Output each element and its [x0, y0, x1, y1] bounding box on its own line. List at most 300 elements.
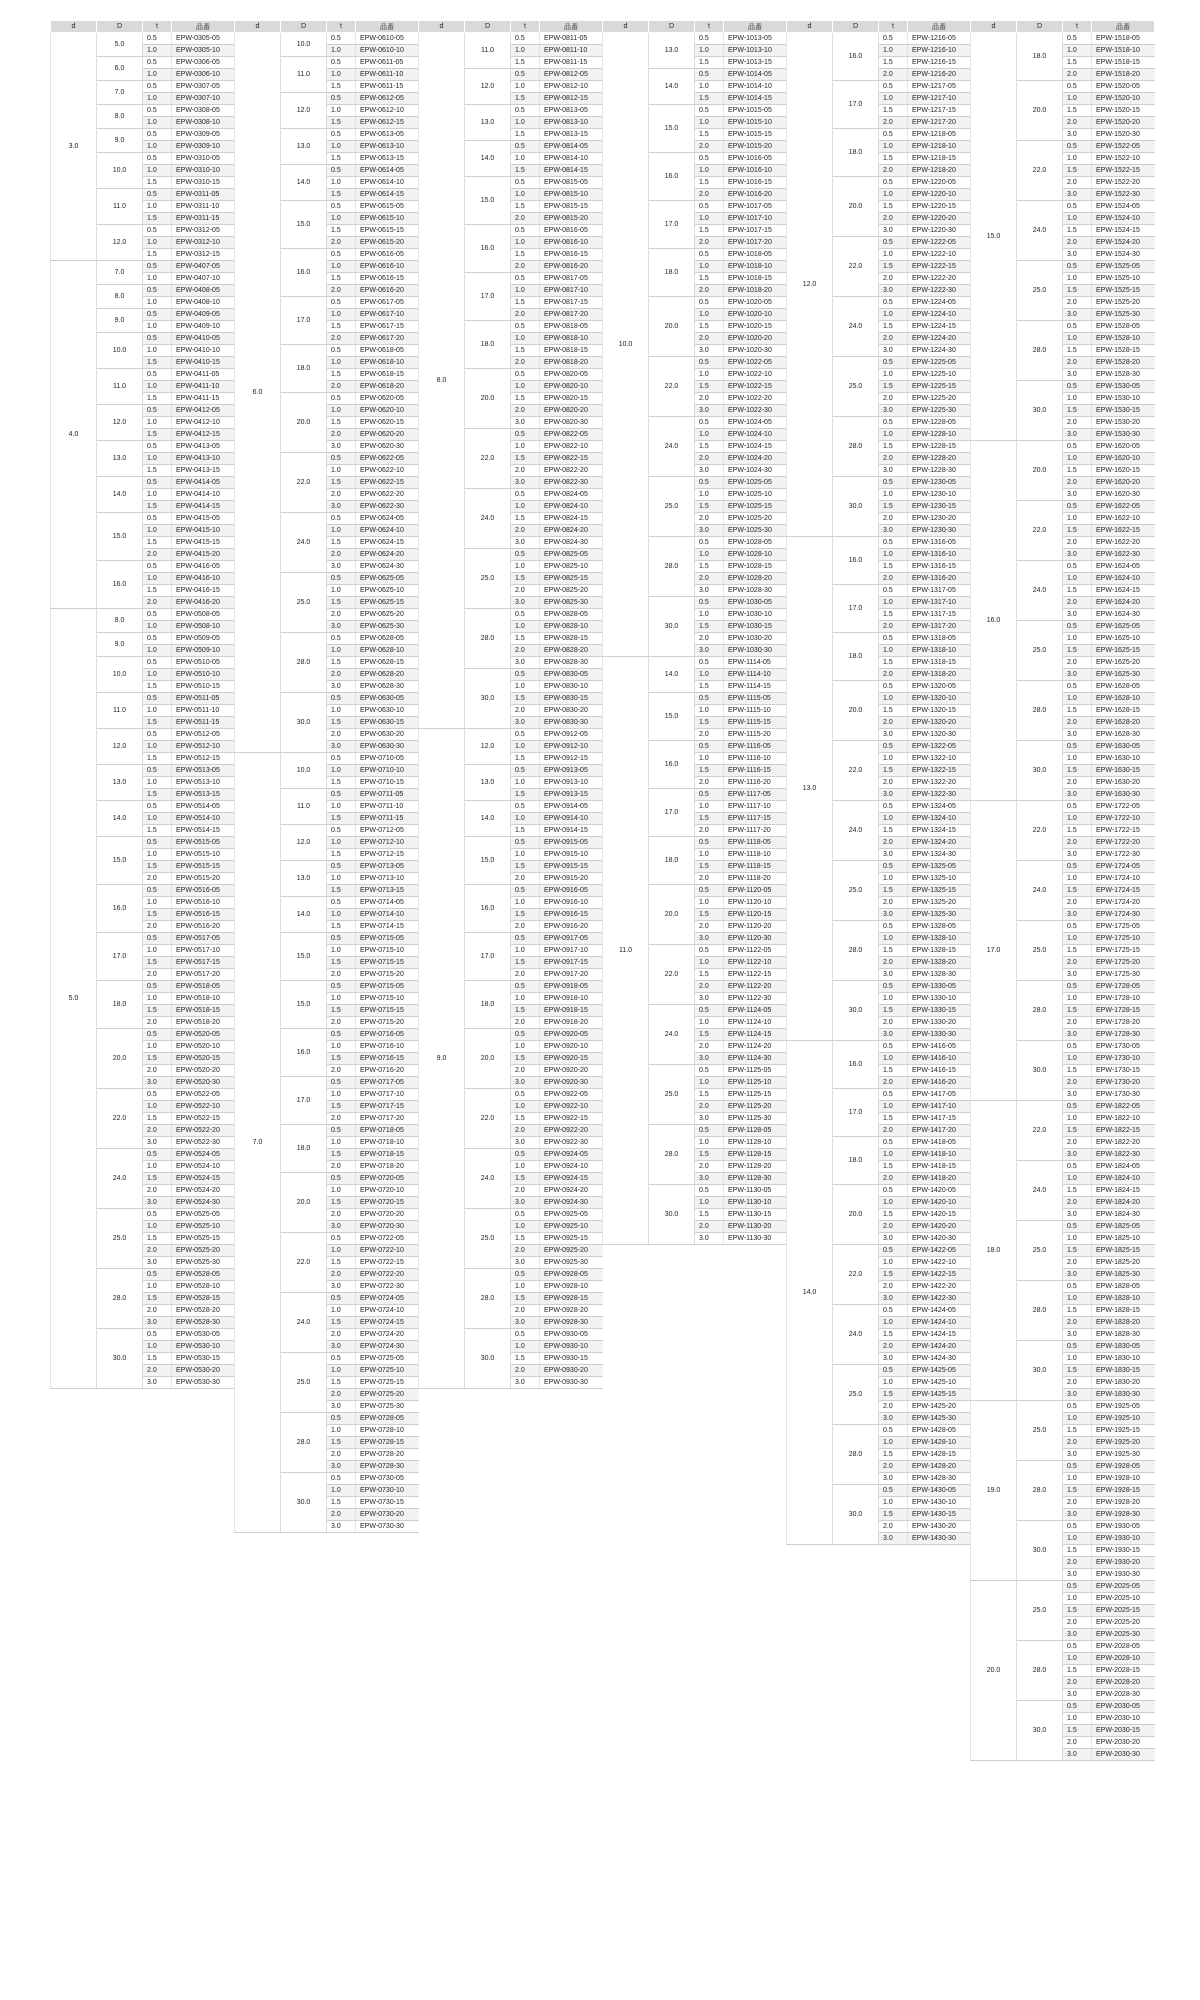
thickness-t-cell: 1.5: [143, 861, 172, 873]
thickness-t-cell: 1.0: [143, 525, 172, 537]
part-number-cell: EPW-0524-10: [172, 1161, 235, 1173]
thickness-t-cell: 3.0: [695, 525, 724, 537]
outer-diameter-D-cell: 30.0: [1017, 1701, 1063, 1761]
part-number-cell: EPW-1728-20: [1092, 1017, 1155, 1029]
thickness-t-cell: 1.0: [511, 381, 540, 393]
part-number-cell: EPW-0822-20: [540, 465, 603, 477]
part-number-cell: EPW-0720-20: [356, 1209, 419, 1221]
part-number-cell: EPW-1116-10: [724, 753, 787, 765]
part-number-cell: EPW-1528-15: [1092, 345, 1155, 357]
part-number-cell: EPW-1822-30: [1092, 1149, 1155, 1161]
part-number-cell: EPW-0715-05: [356, 981, 419, 993]
thickness-t-cell: 1.0: [143, 813, 172, 825]
part-number-cell: EPW-0724-20: [356, 1329, 419, 1341]
part-number-cell: EPW-1317-15: [908, 609, 971, 621]
thickness-t-cell: 1.5: [879, 1113, 908, 1125]
part-number-cell: EPW-0515-15: [172, 861, 235, 873]
part-number-cell: EPW-0813-10: [540, 117, 603, 129]
part-number-cell: EPW-1316-20: [908, 573, 971, 585]
part-number-cell: EPW-1028-30: [724, 585, 787, 597]
thickness-t-cell: 1.0: [143, 897, 172, 909]
part-number-cell: EPW-1222-05: [908, 237, 971, 249]
thickness-t-cell: 1.5: [327, 1101, 356, 1113]
part-number-cell: EPW-0711-10: [356, 801, 419, 813]
thickness-t-cell: 1.0: [1063, 273, 1092, 285]
thickness-t-cell: 0.5: [511, 837, 540, 849]
part-number-cell: EPW-0922-10: [540, 1101, 603, 1113]
thickness-t-cell: 1.0: [511, 993, 540, 1005]
outer-diameter-D-cell: 24.0: [833, 801, 879, 861]
part-number-cell: EPW-1225-05: [908, 357, 971, 369]
part-number-cell: EPW-0817-15: [540, 297, 603, 309]
outer-diameter-D-cell: 25.0: [1017, 261, 1063, 321]
thickness-t-cell: 2.0: [879, 957, 908, 969]
part-number-cell: EPW-1318-10: [908, 645, 971, 657]
thickness-t-cell: 0.5: [1063, 81, 1092, 93]
thickness-t-cell: 0.5: [695, 417, 724, 429]
thickness-t-cell: 3.0: [695, 465, 724, 477]
thickness-t-cell: 1.0: [143, 741, 172, 753]
thickness-t-cell: 3.0: [695, 405, 724, 417]
thickness-t-cell: 1.5: [879, 1329, 908, 1341]
part-number-cell: EPW-2028-10: [1092, 1653, 1155, 1665]
thickness-t-cell: 1.5: [143, 177, 172, 189]
thickness-t-cell: 1.0: [879, 189, 908, 201]
part-number-cell: EPW-1722-10: [1092, 813, 1155, 825]
thickness-t-cell: 2.0: [1063, 1257, 1092, 1269]
thickness-t-cell: 1.0: [695, 1197, 724, 1209]
thickness-t-cell: 0.5: [879, 741, 908, 753]
part-number-cell: EPW-0724-15: [356, 1317, 419, 1329]
part-number-cell: EPW-1824-15: [1092, 1185, 1155, 1197]
inner-diameter-d-cell: 14.0: [787, 1041, 833, 1545]
thickness-t-cell: 1.0: [879, 1317, 908, 1329]
part-number-cell: EPW-1525-30: [1092, 309, 1155, 321]
thickness-t-cell: 1.5: [879, 561, 908, 573]
thickness-t-cell: 3.0: [1063, 1269, 1092, 1281]
part-number-cell: EPW-0914-15: [540, 825, 603, 837]
thickness-t-cell: 1.5: [143, 501, 172, 513]
thickness-t-cell: 0.5: [695, 1125, 724, 1137]
part-number-cell: EPW-1428-30: [908, 1473, 971, 1485]
thickness-t-cell: 2.0: [327, 1449, 356, 1461]
part-number-cell: EPW-1124-20: [724, 1041, 787, 1053]
part-number-cell: EPW-0520-10: [172, 1041, 235, 1053]
thickness-t-cell: 1.0: [327, 105, 356, 117]
part-number-cell: EPW-0914-05: [540, 801, 603, 813]
outer-diameter-D-cell: 20.0: [833, 681, 879, 741]
part-number-cell: EPW-1220-10: [908, 189, 971, 201]
column-header: d: [971, 21, 1017, 33]
thickness-t-cell: 1.5: [511, 573, 540, 585]
thickness-t-cell: 3.0: [695, 585, 724, 597]
part-number-cell: EPW-1424-30: [908, 1353, 971, 1365]
thickness-t-cell: 2.0: [879, 1125, 908, 1137]
thickness-t-cell: 1.5: [695, 561, 724, 573]
part-number-cell: EPW-1028-15: [724, 561, 787, 573]
part-number-cell: EPW-1117-05: [724, 789, 787, 801]
thickness-t-cell: 1.0: [143, 849, 172, 861]
part-number-cell: EPW-0625-05: [356, 573, 419, 585]
part-number-cell: EPW-1118-20: [724, 873, 787, 885]
thickness-t-cell: 0.5: [143, 225, 172, 237]
part-number-cell: EPW-1428-05: [908, 1425, 971, 1437]
part-number-cell: EPW-1025-10: [724, 489, 787, 501]
thickness-t-cell: 2.0: [695, 237, 724, 249]
thickness-t-cell: 1.5: [327, 657, 356, 669]
part-number-cell: EPW-2025-05: [1092, 1581, 1155, 1593]
thickness-t-cell: 1.0: [327, 1365, 356, 1377]
part-number-cell: EPW-1122-20: [724, 981, 787, 993]
part-number-cell: EPW-0311-10: [172, 201, 235, 213]
outer-diameter-D-cell: 17.0: [833, 585, 879, 633]
thickness-t-cell: 1.5: [695, 177, 724, 189]
part-number-cell: EPW-1120-05: [724, 885, 787, 897]
part-number-cell: EPW-1022-10: [724, 369, 787, 381]
part-number-cell: EPW-1130-10: [724, 1197, 787, 1209]
part-number-cell: EPW-0818-20: [540, 357, 603, 369]
thickness-t-cell: 3.0: [327, 1341, 356, 1353]
part-number-cell: EPW-0816-05: [540, 225, 603, 237]
outer-diameter-D-cell: 28.0: [281, 633, 327, 693]
thickness-t-cell: 0.5: [879, 921, 908, 933]
outer-diameter-D-cell: 15.0: [465, 837, 511, 885]
part-number-cell: EPW-1013-15: [724, 57, 787, 69]
column-header: D: [1017, 21, 1063, 33]
part-number-cell: EPW-1520-30: [1092, 129, 1155, 141]
thickness-t-cell: 3.0: [1063, 1629, 1092, 1641]
part-number-cell: EPW-0715-15: [356, 957, 419, 969]
thickness-t-cell: 3.0: [1063, 1029, 1092, 1041]
part-number-cell: EPW-1030-15: [724, 621, 787, 633]
thickness-t-cell: 3.0: [1063, 1389, 1092, 1401]
part-number-cell: EPW-1418-10: [908, 1149, 971, 1161]
part-number-cell: EPW-0812-15: [540, 93, 603, 105]
thickness-t-cell: 1.5: [327, 1317, 356, 1329]
part-number-cell: EPW-1324-15: [908, 825, 971, 837]
part-number-cell: EPW-1024-05: [724, 417, 787, 429]
thickness-t-cell: 0.5: [511, 225, 540, 237]
part-number-cell: EPW-1228-30: [908, 465, 971, 477]
part-number-cell: EPW-0412-05: [172, 405, 235, 417]
thickness-t-cell: 0.5: [1063, 1581, 1092, 1593]
thickness-t-cell: 2.0: [511, 1065, 540, 1077]
thickness-t-cell: 3.0: [1063, 549, 1092, 561]
part-number-cell: EPW-1130-15: [724, 1209, 787, 1221]
part-number-cell: EPW-0811-05: [540, 33, 603, 45]
part-number-cell: EPW-0415-20: [172, 549, 235, 561]
thickness-t-cell: 1.0: [1063, 873, 1092, 885]
part-number-cell: EPW-1825-20: [1092, 1257, 1155, 1269]
part-number-cell: EPW-1828-10: [1092, 1293, 1155, 1305]
outer-diameter-D-cell: 30.0: [465, 669, 511, 729]
thickness-t-cell: 0.5: [879, 861, 908, 873]
thickness-t-cell: 0.5: [143, 261, 172, 273]
thickness-t-cell: 1.5: [695, 909, 724, 921]
part-number-cell: EPW-0920-30: [540, 1077, 603, 1089]
part-number-cell: EPW-1428-10: [908, 1437, 971, 1449]
part-number-cell: EPW-1728-30: [1092, 1029, 1155, 1041]
part-number-cell: EPW-0414-05: [172, 477, 235, 489]
part-number-cell: EPW-0515-10: [172, 849, 235, 861]
outer-diameter-D-cell: 28.0: [1017, 1641, 1063, 1701]
thickness-t-cell: 1.5: [1063, 285, 1092, 297]
thickness-t-cell: 1.5: [695, 969, 724, 981]
part-number-cell: EPW-1124-05: [724, 1005, 787, 1017]
thickness-t-cell: 0.5: [695, 249, 724, 261]
thickness-t-cell: 1.0: [695, 897, 724, 909]
outer-diameter-D-cell: 15.0: [97, 837, 143, 885]
thickness-t-cell: 1.5: [143, 585, 172, 597]
part-number-cell: EPW-0918-20: [540, 1017, 603, 1029]
outer-diameter-D-cell: 24.0: [1017, 861, 1063, 921]
part-number-cell: EPW-0711-15: [356, 813, 419, 825]
part-number-cell: EPW-1317-20: [908, 621, 971, 633]
part-number-cell: EPW-0925-30: [540, 1257, 603, 1269]
thickness-t-cell: 1.0: [327, 909, 356, 921]
part-number-cell: EPW-1722-30: [1092, 849, 1155, 861]
part-number-cell: EPW-1530-05: [1092, 381, 1155, 393]
thickness-t-cell: 2.0: [695, 141, 724, 153]
thickness-t-cell: 2.0: [1063, 477, 1092, 489]
part-number-cell: EPW-0630-30: [356, 741, 419, 753]
thickness-t-cell: 3.0: [1063, 1509, 1092, 1521]
part-number-cell: EPW-1824-05: [1092, 1161, 1155, 1173]
part-number-cell: EPW-0813-15: [540, 129, 603, 141]
part-number-cell: EPW-0616-10: [356, 261, 419, 273]
outer-diameter-D-cell: 13.0: [649, 33, 695, 69]
part-number-cell: EPW-1013-05: [724, 33, 787, 45]
part-number-cell: EPW-0828-30: [540, 657, 603, 669]
part-number-cell: EPW-1520-15: [1092, 105, 1155, 117]
part-number-cell: EPW-0925-20: [540, 1245, 603, 1257]
thickness-t-cell: 1.5: [1063, 705, 1092, 717]
thickness-t-cell: 2.0: [879, 1221, 908, 1233]
thickness-t-cell: 0.5: [511, 177, 540, 189]
outer-diameter-D-cell: 20.0: [465, 1029, 511, 1089]
thickness-t-cell: 1.0: [327, 1041, 356, 1053]
thickness-t-cell: 0.5: [327, 825, 356, 837]
thickness-t-cell: 1.5: [511, 453, 540, 465]
thickness-t-cell: 1.0: [879, 645, 908, 657]
part-number-cell: EPW-0630-10: [356, 705, 419, 717]
thickness-t-cell: 2.0: [695, 285, 724, 297]
part-number-cell: EPW-2028-15: [1092, 1665, 1155, 1677]
thickness-t-cell: 1.0: [695, 957, 724, 969]
thickness-t-cell: 1.5: [695, 1029, 724, 1041]
part-number-cell: EPW-0825-05: [540, 549, 603, 561]
thickness-t-cell: 0.5: [511, 801, 540, 813]
part-number-cell: EPW-0308-10: [172, 117, 235, 129]
thickness-t-cell: 0.5: [143, 561, 172, 573]
part-number-cell: EPW-0408-05: [172, 285, 235, 297]
thickness-t-cell: 1.0: [879, 873, 908, 885]
thickness-t-cell: 2.0: [511, 309, 540, 321]
thickness-t-cell: 1.0: [695, 705, 724, 717]
outer-diameter-D-cell: 25.0: [1017, 621, 1063, 681]
part-number-cell: EPW-0613-05: [356, 129, 419, 141]
part-number-cell: EPW-1724-20: [1092, 897, 1155, 909]
part-number-cell: EPW-1322-20: [908, 777, 971, 789]
part-number-cell: EPW-0411-05: [172, 369, 235, 381]
column-header: D: [833, 21, 879, 33]
outer-diameter-D-cell: 25.0: [1017, 921, 1063, 981]
part-number-cell: EPW-0512-10: [172, 741, 235, 753]
part-number-cell: EPW-0616-15: [356, 273, 419, 285]
thickness-t-cell: 1.0: [1063, 993, 1092, 1005]
thickness-t-cell: 1.0: [143, 573, 172, 585]
part-number-cell: EPW-1016-15: [724, 177, 787, 189]
thickness-t-cell: 2.0: [879, 573, 908, 585]
part-number-cell: EPW-0525-10: [172, 1221, 235, 1233]
thickness-t-cell: 1.5: [511, 129, 540, 141]
thickness-t-cell: 1.0: [879, 1149, 908, 1161]
thickness-t-cell: 0.5: [695, 153, 724, 165]
thickness-t-cell: 1.0: [327, 525, 356, 537]
thickness-t-cell: 0.5: [327, 1173, 356, 1185]
thickness-t-cell: 2.0: [143, 1365, 172, 1377]
thickness-t-cell: 2.0: [879, 777, 908, 789]
thickness-t-cell: 1.5: [879, 1449, 908, 1461]
thickness-t-cell: 0.5: [1063, 561, 1092, 573]
thickness-t-cell: 1.0: [511, 1221, 540, 1233]
thickness-t-cell: 0.5: [143, 1089, 172, 1101]
inner-diameter-d-cell: 3.0: [51, 33, 97, 261]
part-number-cell: EPW-1422-10: [908, 1257, 971, 1269]
part-number-cell: EPW-1325-10: [908, 873, 971, 885]
outer-diameter-D-cell: 16.0: [649, 153, 695, 201]
thickness-t-cell: 0.5: [143, 57, 172, 69]
outer-diameter-D-cell: 14.0: [97, 477, 143, 513]
table-row: [51, 609, 235, 621]
thickness-t-cell: 1.0: [327, 1425, 356, 1437]
inner-diameter-d-cell: 10.0: [603, 33, 649, 657]
part-number-cell: EPW-0930-30: [540, 1377, 603, 1389]
thickness-t-cell: 1.5: [327, 321, 356, 333]
part-number-cell: EPW-0814-05: [540, 141, 603, 153]
part-number-cell: EPW-1320-05: [908, 681, 971, 693]
part-number-cell: EPW-1416-20: [908, 1077, 971, 1089]
column-header: 品番: [540, 21, 603, 33]
thickness-t-cell: 2.0: [695, 1161, 724, 1173]
part-number-cell: EPW-0510-15: [172, 681, 235, 693]
part-number-cell: EPW-1622-15: [1092, 525, 1155, 537]
outer-diameter-D-cell: 25.0: [281, 1353, 327, 1413]
part-number-cell: EPW-1330-30: [908, 1029, 971, 1041]
part-number-cell: EPW-1218-15: [908, 153, 971, 165]
part-number-cell: EPW-1925-05: [1092, 1401, 1155, 1413]
part-number-cell: EPW-1725-30: [1092, 969, 1155, 981]
thickness-t-cell: 0.5: [143, 1149, 172, 1161]
thickness-t-cell: 2.0: [511, 705, 540, 717]
part-number-cell: EPW-1622-30: [1092, 549, 1155, 561]
outer-diameter-D-cell: 22.0: [649, 945, 695, 1005]
thickness-t-cell: 1.5: [1063, 825, 1092, 837]
part-number-cell: EPW-0528-10: [172, 1281, 235, 1293]
thickness-t-cell: 1.0: [1063, 1413, 1092, 1425]
part-number-cell: EPW-0716-10: [356, 1041, 419, 1053]
outer-diameter-D-cell: 18.0: [281, 1125, 327, 1173]
thickness-t-cell: 1.5: [511, 1293, 540, 1305]
thickness-t-cell: 2.0: [879, 117, 908, 129]
outer-diameter-D-cell: 13.0: [465, 105, 511, 141]
part-number-cell: EPW-1317-05: [908, 585, 971, 597]
part-number-cell: EPW-2025-10: [1092, 1593, 1155, 1605]
thickness-t-cell: 3.0: [695, 345, 724, 357]
outer-diameter-D-cell: 18.0: [465, 321, 511, 369]
thickness-t-cell: 2.0: [1063, 117, 1092, 129]
outer-diameter-D-cell: 14.0: [97, 801, 143, 837]
thickness-t-cell: 1.0: [511, 681, 540, 693]
part-number-cell: EPW-1722-15: [1092, 825, 1155, 837]
thickness-t-cell: 1.0: [511, 501, 540, 513]
thickness-t-cell: 0.5: [879, 585, 908, 597]
part-number-cell: EPW-0830-30: [540, 717, 603, 729]
thickness-t-cell: 1.5: [695, 225, 724, 237]
thickness-t-cell: 1.0: [695, 849, 724, 861]
outer-diameter-D-cell: 13.0: [281, 129, 327, 165]
part-number-cell: EPW-0728-30: [356, 1461, 419, 1473]
thickness-t-cell: 0.5: [695, 357, 724, 369]
thickness-t-cell: 2.0: [1063, 357, 1092, 369]
thickness-t-cell: 2.0: [327, 1329, 356, 1341]
part-number-cell: EPW-0508-05: [172, 609, 235, 621]
thickness-t-cell: 0.5: [327, 57, 356, 69]
thickness-t-cell: 1.5: [1063, 1365, 1092, 1377]
outer-diameter-D-cell: 11.0: [97, 189, 143, 225]
part-number-cell: EPW-1724-10: [1092, 873, 1155, 885]
part-number-cell: EPW-1825-10: [1092, 1233, 1155, 1245]
part-number-cell: EPW-1430-10: [908, 1497, 971, 1509]
part-number-cell: EPW-0614-05: [356, 165, 419, 177]
part-number-cell: EPW-0815-10: [540, 189, 603, 201]
part-number-cell: EPW-0713-05: [356, 861, 419, 873]
thickness-t-cell: 1.0: [327, 309, 356, 321]
outer-diameter-D-cell: 12.0: [465, 69, 511, 105]
thickness-t-cell: 1.5: [511, 957, 540, 969]
outer-diameter-D-cell: 24.0: [281, 513, 327, 573]
part-number-cell: EPW-0716-15: [356, 1053, 419, 1065]
part-number-cell: EPW-2030-30: [1092, 1749, 1155, 1761]
thickness-t-cell: 1.0: [143, 93, 172, 105]
inner-diameter-d-cell: 12.0: [787, 33, 833, 537]
thickness-t-cell: 1.5: [143, 1233, 172, 1245]
part-number-cell: EPW-0728-20: [356, 1449, 419, 1461]
part-number-cell: EPW-1930-05: [1092, 1521, 1155, 1533]
thickness-t-cell: 2.0: [511, 1125, 540, 1137]
part-number-cell: EPW-1024-10: [724, 429, 787, 441]
part-number-cell: EPW-0518-10: [172, 993, 235, 1005]
thickness-t-cell: 2.0: [1063, 717, 1092, 729]
thickness-t-cell: 0.5: [879, 237, 908, 249]
part-number-cell: EPW-0618-05: [356, 345, 419, 357]
thickness-t-cell: 1.5: [879, 885, 908, 897]
part-number-cell: EPW-0611-15: [356, 81, 419, 93]
part-number-cell: EPW-1025-15: [724, 501, 787, 513]
part-number-cell: EPW-0711-05: [356, 789, 419, 801]
part-number-cell: EPW-0624-30: [356, 561, 419, 573]
table-row: [235, 753, 419, 765]
part-number-cell: EPW-0513-10: [172, 777, 235, 789]
thickness-t-cell: 2.0: [695, 189, 724, 201]
part-number-cell: EPW-1625-30: [1092, 669, 1155, 681]
thickness-t-cell: 1.5: [327, 537, 356, 549]
thickness-t-cell: 3.0: [1063, 669, 1092, 681]
thickness-t-cell: 1.5: [695, 717, 724, 729]
thickness-t-cell: 0.5: [1063, 321, 1092, 333]
thickness-t-cell: 0.5: [1063, 1641, 1092, 1653]
outer-diameter-D-cell: 8.0: [97, 285, 143, 309]
